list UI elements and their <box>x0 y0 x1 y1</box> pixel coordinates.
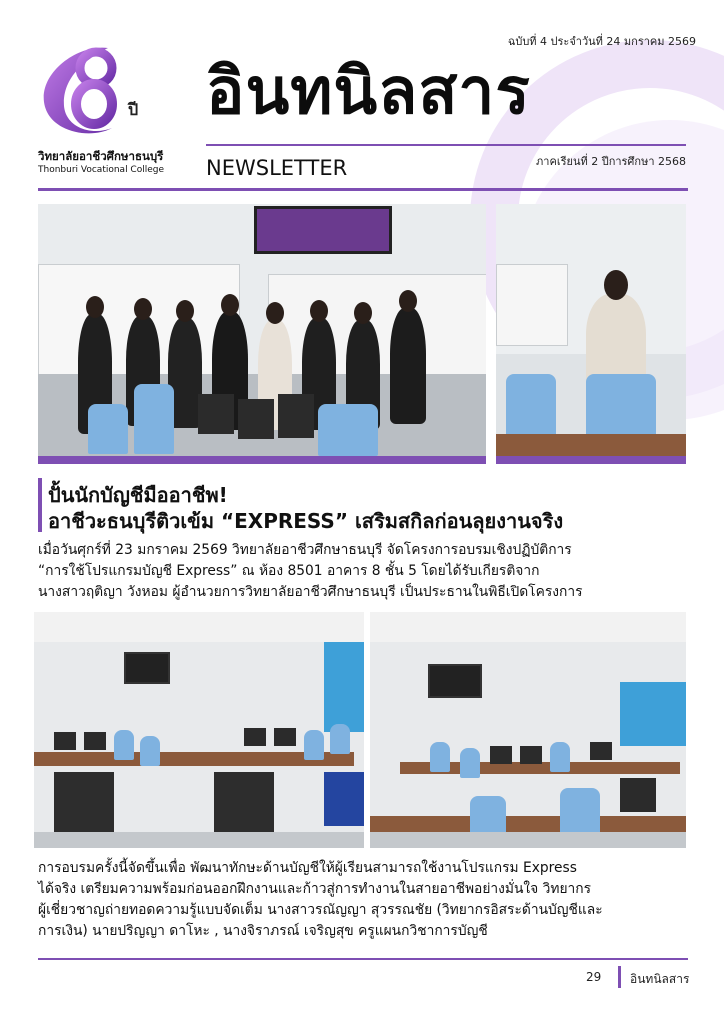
photo-classroom-left <box>34 612 364 848</box>
footer-divider <box>38 958 688 960</box>
headline-accent-bar <box>38 478 42 532</box>
intro-line: “การใช้โปรแกรมบัญชี Express” ณ ห้อง 8501 อาคาร 8 ชั้น 5 โดยได้รับเกียรติจาก <box>38 563 540 579</box>
footer-separator <box>618 966 621 988</box>
photo-classroom-right <box>370 612 686 848</box>
logo-suffix: ปี <box>128 100 139 119</box>
headline-primary: ปั้นนักบัญชีมืออาชีพ! <box>48 483 228 507</box>
intro-line: นางสาวฤติญา วังหอม ผู้อำนวยการวิทยาลัยอาชีวศึกษาธนบุรี เป็นประธานในพิธีเปิดโครงการ <box>38 584 583 600</box>
header-divider <box>38 188 688 191</box>
detail-line: ผู้เชี่ยวชาญถ่ายทอดความรู้แบบจัดเต็ม นางสาวรณัญญา สุวรรณชัย (วิทยากรอิสระด้านบัญชีและ <box>38 902 603 918</box>
article-intro <box>38 540 690 603</box>
article-detail <box>38 858 690 942</box>
newsletter-label: NEWSLETTER <box>206 156 348 180</box>
anniversary-8-icon <box>38 32 158 142</box>
detail-line: การเงิน) นายปริญญา ดาโหะ , นางจิราภรณ์ เจริญสุข ครูแผนกวิชาการบัญชี <box>38 923 488 939</box>
masthead-title: อินทนิลสาร <box>206 55 531 129</box>
intro-line: เมื่อวันศุกร์ที่ 23 มกราคม 2569 วิทยาลัยอาชีวศึกษาธนบุรี จัดโครงการอบรมเชิงปฏิบัติการ <box>38 542 572 558</box>
photo-group-opening <box>38 204 486 464</box>
headline-secondary: อาชีวะธนบุรีติวเข้ม “EXPRESS” เสริมสกิลก่อนลุยงานจริง <box>48 509 564 533</box>
footer-publication: อินทนิลสาร <box>630 972 690 986</box>
detail-line: ได้จริง เตรียมความพร้อมก่อนออกฝึกงานและก้าวสู่การทำงานในสายอาชีพอย่างมั่นใจ วิทยากร <box>38 881 592 897</box>
page-number: 29 <box>586 970 602 984</box>
photo-instructor-helping <box>496 204 686 464</box>
detail-line: การอบรมครั้งนี้จัดขึ้นเพื่อ พัฒนาทักษะด้านบัญชีให้ผู้เรียนสามารถใช้งานโปรแกรม Express <box>38 860 577 876</box>
college-name-th: วิทยาลัยอาชีวศึกษาธนบุรี <box>38 149 164 163</box>
issue-line: ฉบับที่ 4 ประจำวันที่ 24 มกราคม 2569 <box>507 35 696 48</box>
semester-line: ภาคเรียนที่ 2 ปีการศึกษา 2568 <box>536 155 686 168</box>
college-name-en: Thonburi Vocational College <box>38 165 165 175</box>
masthead-rule <box>206 144 686 146</box>
college-logo <box>38 32 158 142</box>
